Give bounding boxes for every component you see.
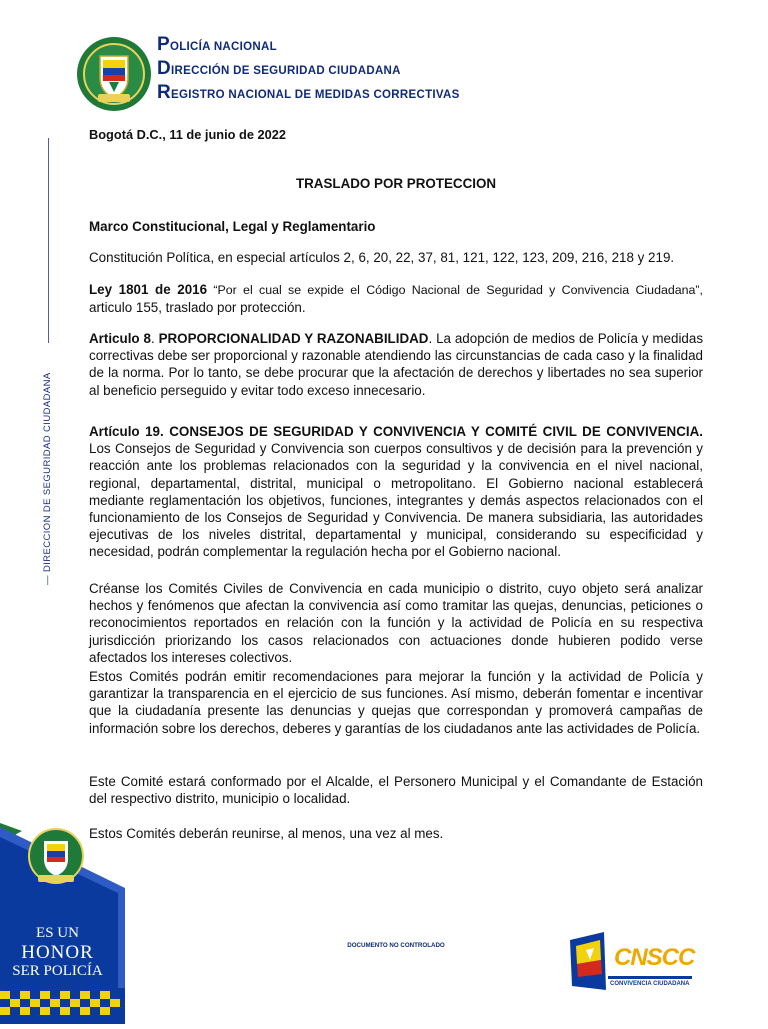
no-controlado-label: DOCUMENTO NO CONTROLADO [347, 942, 445, 949]
header-rest: OLICÍA NACIONAL [169, 41, 277, 53]
art19-heading: Artículo 19. CONSEJOS DE SEGURIDAD Y CONVIVENCIA Y COMITÉ CIVIL DE CONVIVENCIA. [89, 424, 703, 439]
header-rest: IRECCIÓN DE SEGURIDAD CIUDADANA [171, 65, 401, 77]
art8-paragraph [89, 330, 703, 399]
honor-line-3: SER POLICÍA [12, 963, 103, 979]
art19-paragraph-1 [89, 423, 703, 561]
art8-text: . La adopción de medios de Policía y medidas correctivas debe ser proporcional y razonable atendiendo las circunstancias de cada caso y la finalidad de la norma. Por lo tanto, se debe procurar que la afectación de derechos y libertades no sea superior al beneficio perseguido y evitar todo exceso innecesario. [89, 331, 704, 398]
header-cap: D [157, 58, 172, 79]
document-date: Bogotá D.C., 11 de junio de 2022 [89, 127, 286, 142]
header-line-direccion [157, 57, 460, 81]
ley-quote: “Por el cual se expide el Código Nacional de Seguridad y Convivencia Ciudadana”, [207, 283, 703, 297]
art8-heading: PROPORCIONALIDAD Y RAZONABILIDAD [158, 331, 429, 346]
comite-paragraph: Este Comité estará conformado por el Alcalde, el Personero Municipal y el Comandante de Estación del respectivo distrito, municipio o localidad. [89, 774, 703, 807]
honor-line-2: HONOR [21, 942, 94, 963]
police-shield-logo [76, 36, 152, 112]
ley-rest: articulo 155, traslado por protección. [89, 300, 306, 316]
art19-p1: Los Consejos de Seguridad y Convivencia son cuerpos consultivos y de decisión para la prevención y reacción ante los problemas relacionados con la seguridad y la convivencia en el nivel nacional, regional, departamental, distrital, municipal o metropolitano. El Gobierno nacional establecerá mediante reglamentación los objetivos, funciones, integrantes y demás aspectos relacionados con el funcionamiento de los Consejos de Seguridad y Convivencia. De manera subsidiaria, las autoridades ejecutivas de los niveles distrital, departamental y municipal, considerando su especificidad y necesidad, podrán complementar la regulación hecha por el Gobierno nacional. [89, 441, 703, 560]
document-title: TRASLADO POR PROTECCION [295, 176, 497, 191]
art8-sep: . [150, 331, 159, 346]
marco-heading: Marco Constitucional, Legal y Reglamentario [89, 219, 376, 234]
cnscc-subtitle: CONVIVENCIA CIUDADANA [610, 981, 690, 987]
header-cap: P [157, 34, 170, 55]
honor-text [0, 925, 115, 980]
header-line-registro [157, 81, 460, 105]
side-label: — DIRECCION DE SEGURIDAD CIUDADANA [42, 372, 53, 585]
reunion-paragraph: Estos Comités deberán reunirse, al menos, una vez al mes. [89, 826, 444, 841]
art8-label: Articulo 8 [89, 331, 151, 346]
header-titles [157, 33, 460, 105]
art19-paragraph-2: Créanse los Comités Civiles de Convivencia en cada municipio o distrito, cuyo objeto será analizar hechos y fenómenos que afectan la convivencia así como tramitar las quejas, denuncias, peticiones o reconocimientos reportados en relación con la función y la actividad de Policía en su respectiva jurisdicción priorizando los casos relacionados con actuaciones donde hubieren podido verse afectados los intereses colectivos. [89, 581, 703, 665]
honor-line-1: ES UN [36, 925, 79, 941]
ley-label: Ley 1801 de 2016 [89, 282, 208, 297]
honor-banner [0, 823, 125, 1024]
header-line-policia [157, 33, 460, 57]
header-cap: R [157, 82, 172, 103]
art19-paragraph-3: Estos Comités podrán emitir recomendaciones para mejorar la función y la actividad de Policía y garantizar la transparencia en el ejercicio de sus funciones. Así mismo, deberán fomentar e incentivar que la ciudadanía presente las denuncias y quejas que correspondan y promoverá campañas de información sobre los derechos, deberes y garantías de los ciudadanos ante las actividades de Policía. [89, 669, 703, 736]
constitucion-paragraph: Constitución Política, en especial artículos 2, 6, 20, 22, 37, 81, 121, 122, 123, 209, 216, 218 y 219. [89, 250, 675, 265]
cnscc-wordmark: CNSCC [614, 944, 695, 971]
ley-paragraph [89, 281, 703, 316]
side-divider [48, 138, 49, 343]
cnscc-logo [564, 930, 694, 996]
header-rest: EGISTRO NACIONAL DE MEDIDAS CORRECTIVAS [171, 89, 460, 101]
